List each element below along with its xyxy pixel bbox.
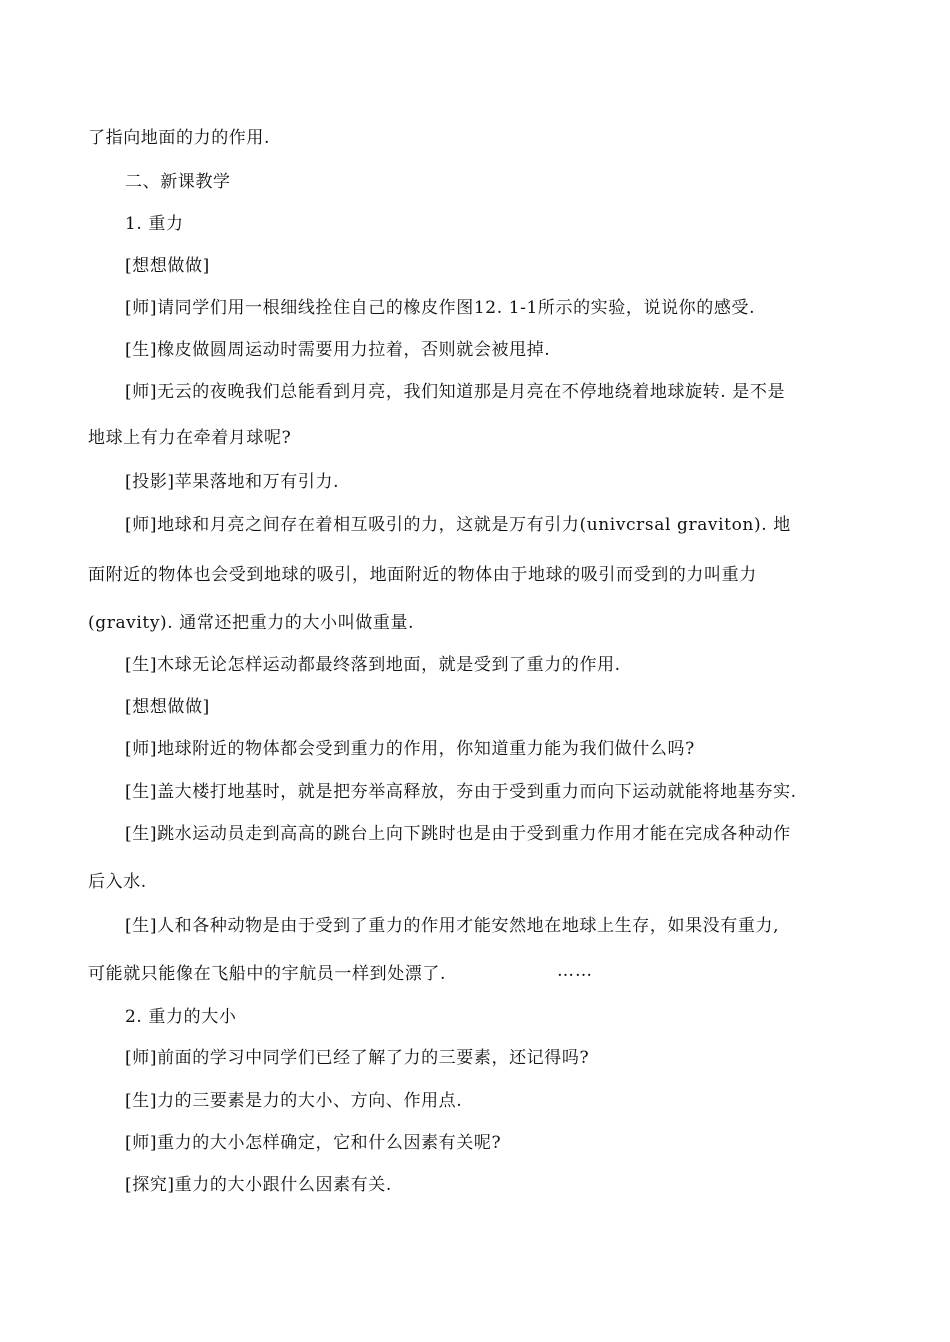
paragraph-line: 地球上有力在牵着月球呢? (88, 428, 292, 448)
paragraph-line: [生]木球无论怎样运动都最终落到地面，就是受到了重力的作用. (125, 655, 621, 675)
paragraph-line: [生]人和各种动物是由于受到了重力的作用才能安然地在地球上生存，如果没有重力, (125, 916, 780, 936)
subsection-heading: 1. 重力 (125, 214, 184, 234)
paragraph-line: [探究]重力的大小跟什么因素有关. (125, 1175, 392, 1195)
paragraph-line: [师]地球和月亮之间存在着相互吸引的力，这就是万有引力(univcrsal graviton). 地 (125, 515, 791, 535)
paragraph-line: (gravity). 通常还把重力的大小叫做重量. (88, 613, 415, 633)
paragraph-line: [生]跳水运动员走到高高的跳台上向下跳时也是由于受到重力作用才能在完成各种动作 (125, 824, 791, 844)
subsection-heading: 2. 重力的大小 (125, 1007, 237, 1027)
paragraph-line: 可能就只能像在飞船中的宇航员一样到处漂了. (88, 964, 447, 984)
paragraph-line: [师]请同学们用一根细线拴住自己的橡皮作图12. 1-1所示的实验，说说你的感受. (125, 298, 756, 318)
paragraph-line: [师]前面的学习中同学们已经了解了力的三要素，还记得吗? (125, 1048, 590, 1068)
paragraph-line: [想想做做] (125, 256, 210, 276)
ellipsis-mark: …… (557, 961, 593, 981)
paragraph-line: [生]橡皮做圆周运动时需要用力拉着，否则就会被甩掉. (125, 340, 551, 360)
paragraph-line: [生]力的三要素是力的大小、方向、作用点. (125, 1091, 463, 1111)
paragraph-line: 了指向地面的力的作用. (88, 128, 271, 148)
paragraph-line: [师]无云的夜晚我们总能看到月亮，我们知道那是月亮在不停地绕着地球旋转. 是不是 (125, 382, 786, 402)
paragraph-line: [投影]苹果落地和万有引力. (125, 472, 340, 492)
paragraph-line: [生]盖大楼打地基时，就是把夯举高释放，夯由于受到重力而向下运动就能将地基夯实. (125, 782, 797, 802)
section-heading: 二、新课教学 (125, 172, 231, 192)
paragraph-line: [师]重力的大小怎样确定，它和什么因素有关呢? (125, 1133, 502, 1153)
paragraph-line: [师]地球附近的物体都会受到重力的作用，你知道重力能为我们做什么吗? (125, 739, 695, 759)
paragraph-line: 后入水. (88, 872, 147, 892)
paragraph-line: [想想做做] (125, 697, 210, 717)
paragraph-line: 面附近的物体也会受到地球的吸引，地面附近的物体由于地球的吸引而受到的力叫重力 (88, 565, 757, 585)
